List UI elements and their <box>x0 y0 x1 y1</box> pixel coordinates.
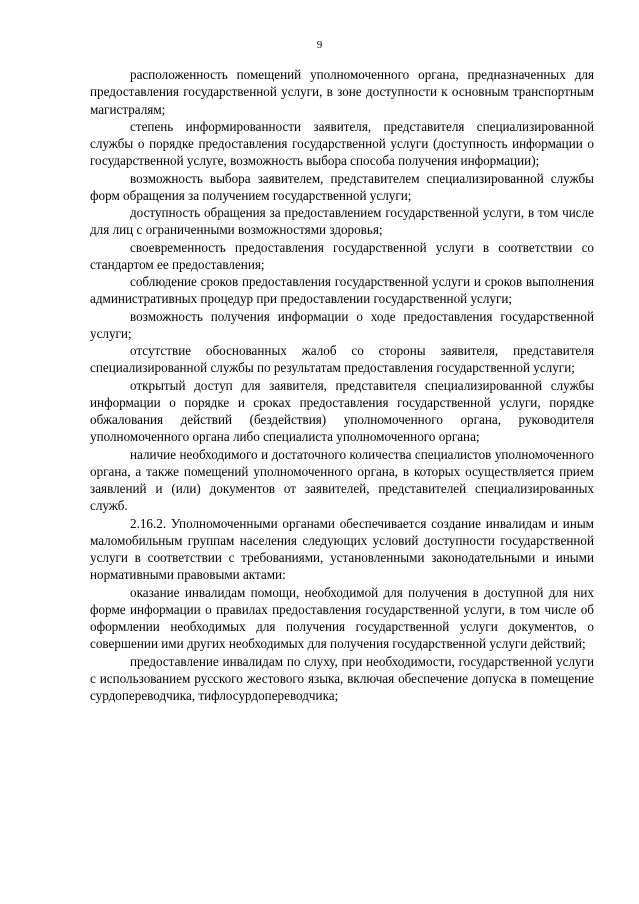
page-number: 9 <box>316 39 323 51</box>
paragraph-form-choice: возможность выбора заявителем, представителем специализированной службы форм обращения за получением государственной услуги; <box>90 170 594 203</box>
paragraph-deadlines: соблюдение сроков предоставления государственной услуги и сроков выполнения административных процедур при предоставлении государственной услуги; <box>90 274 594 307</box>
paragraph-accessibility: доступность обращения за предоставлением государственной услуги, в том числе для лиц с ограниченными возможностями здоровья; <box>90 205 594 238</box>
paragraph-section-2-16-2: 2.16.2. Уполномоченными органами обеспечивается создание инвалидам и иным маломобильным группам населения следующих условий доступности государственной услуги в соответствии с требованиями, установленными законодательными и иными нормативными правовыми актами: <box>90 515 594 583</box>
paragraph-location: расположенность помещений уполномоченного органа, предназначенных для предоставления государственной услуги, в зоне доступности к основным транспортным магистралям; <box>90 67 594 117</box>
paragraph-no-complaints: отсутствие обоснованных жалоб со стороны заявителя, представителя специализированной службы по результатам предоставления государственной услуги; <box>90 343 594 376</box>
paragraph-staffing: наличие необходимого и достаточного количества специалистов уполномоченного органа, а также помещений уполномоченного органа, в которых осуществляется прием заявлений и (или) документов от заявителей, представителей специализированных служб. <box>90 446 594 514</box>
paragraph-sign-language: предоставление инвалидам по слуху, при необходимости, государственной услуги с использованием русского жестового языка, включая обеспечение допуска в помещение сурдопереводчика, тифлосурдопереводчика; <box>90 653 594 703</box>
paragraph-assistance: оказание инвалидам помощи, необходимой для получения в доступной для них форме информации о правилах предоставления государственной услуги, в том числе об оформлении необходимых для получения государственной услуги документов, о совершении ими других необходимых для получения государственной услуги действий; <box>90 584 594 652</box>
paragraph-open-access: открытый доступ для заявителя, представителя специализированной службы информации о порядке и сроках предоставления государственной услуги, порядке обжалования действий (бездействия) уполномоченного органа, руководителя уполномоченного органа либо специалиста уполномоченного органа; <box>90 377 594 445</box>
paragraph-progress-info: возможность получения информации о ходе предоставления государственной услуги; <box>90 308 594 341</box>
paragraph-awareness: степень информированности заявителя, представителя специализированной службы о порядке предоставления государственной услуги (доступность информации о государственной услуге, возможность выбора способа получения информации); <box>90 118 594 169</box>
paragraph-timeliness: своевременность предоставления государственной услуги в соответствии со стандартом ее предоставления; <box>90 239 594 272</box>
document-body <box>90 66 594 704</box>
